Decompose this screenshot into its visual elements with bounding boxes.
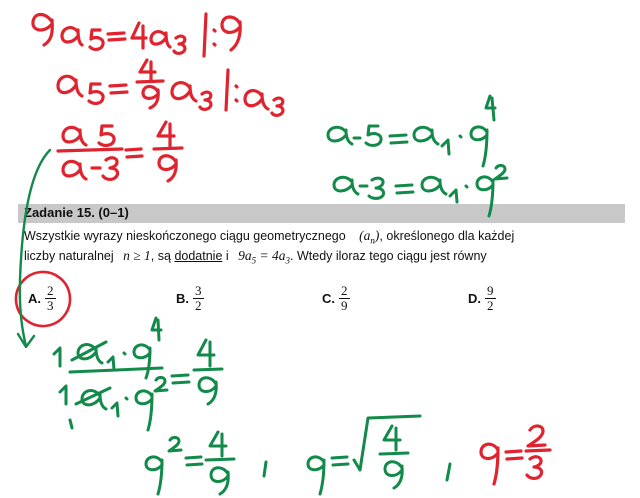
answer-letter: D. <box>468 291 481 306</box>
problem-text-2b: , są <box>150 249 171 263</box>
problem-text-1b: , określonego dla każdej <box>379 229 515 243</box>
problem-text-2c: . Wtedy iloraz tego ciągu jest równy <box>290 249 487 263</box>
fraction-numerator: 9 <box>487 283 494 298</box>
fraction-denominator: 2 <box>487 298 494 313</box>
answer-letter: C. <box>322 291 335 306</box>
fraction-numerator: 2 <box>341 283 348 298</box>
task-title: Zadanie 15. (0–1) <box>24 205 129 220</box>
green-line-4 <box>146 416 450 494</box>
green-line-1 <box>328 96 495 166</box>
problem-text-1a: Wszystkie wyrazy nieskończonego ciągu geometrycznego <box>24 229 346 243</box>
sequence-sub: n <box>370 235 375 246</box>
fraction-numerator: 2 <box>47 283 54 298</box>
fraction-denominator: 3 <box>47 298 54 313</box>
red-answer-q <box>481 426 550 484</box>
problem-text-i: i <box>225 249 229 263</box>
fraction-denominator: 9 <box>341 298 348 313</box>
eq-lhs: 9a <box>238 248 252 263</box>
n-condition: n ≥ 1 <box>123 248 151 263</box>
sequence-a: (a <box>359 228 371 243</box>
problem-text-2a: liczby naturalnej <box>24 249 114 263</box>
green-line-2 <box>334 165 507 216</box>
fraction-numerator: 3 <box>195 283 202 298</box>
green-line-3 <box>54 318 222 430</box>
red-line-3 <box>58 122 182 181</box>
red-line-2 <box>58 60 283 115</box>
eq-rhs: = 4a <box>256 248 286 263</box>
answer-letter: A. <box>28 291 41 306</box>
fraction-denominator: 2 <box>195 298 202 313</box>
eq-sub1: 5 <box>251 255 257 266</box>
answer-letter: B. <box>176 291 189 306</box>
red-line-1 <box>33 14 240 56</box>
eq-sub2: 3 <box>285 255 291 266</box>
sequence-close: ) <box>374 228 380 243</box>
positive-word: dodatnie <box>174 249 223 263</box>
